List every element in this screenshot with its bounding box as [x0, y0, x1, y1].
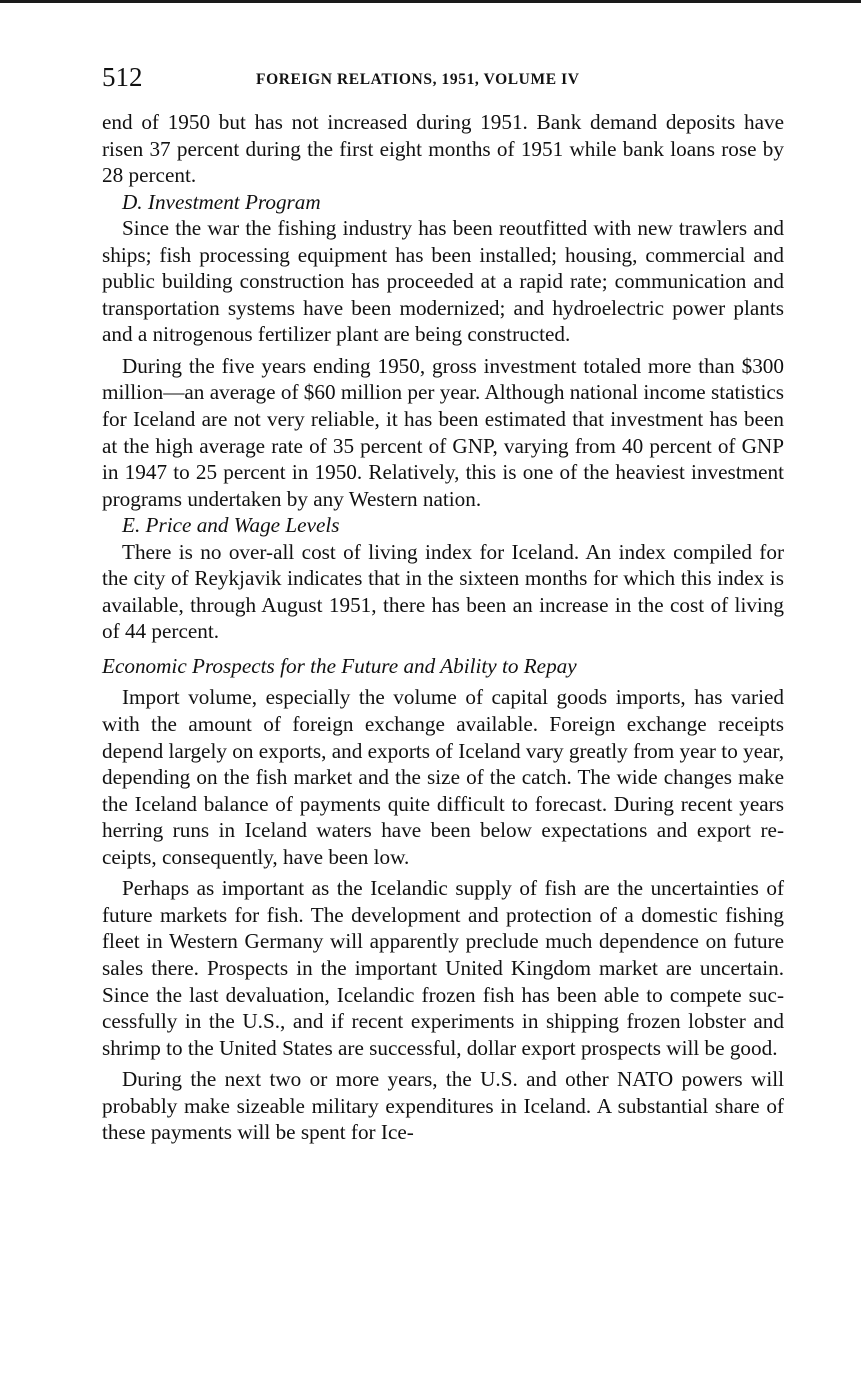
section-heading-economic-prospects: Economic Prospects for the Future and Ability to Repay [102, 653, 577, 678]
paragraph-prospects-3: During the next two or more years, the U.S. and other NATO powers will probably make sizeable military expenditures in Iceland. A substantial share of these payments will be spent for Ice- [102, 1067, 784, 1145]
running-head [102, 60, 784, 94]
running-title: FOREIGN RELATIONS, 1951, VOLUME IV [256, 71, 580, 88]
body-text [102, 109, 784, 1146]
paragraph-prospects-1: Import volume, especially the volume of capital goods imports, has varied with the amount of foreign exchange available. Foreign exchange receipts depend largely on exports, and exports of Iceland vary greatly from year to year, depending on the fish market and the size of the catch. The wide changes make the Iceland balance of payments quite difficult to forecast. During recent years herring runs in Iceland waters have been below expectations and export receipts, consequently, have been low. [102, 685, 784, 869]
page-number: 512 [102, 62, 143, 92]
paragraph-investment-1: Since the war the fishing industry has been reoutfitted with new trawlers and ships; fish processing equipment has been installed; housing, commercial and public building construction has proceeded at a rapid rate; communication and transportation systems have been modernized; and hydroelectric power plants and a nitrogenous fertilizer plant are being constructed. [102, 216, 784, 347]
paragraph-prospects-2: Perhaps as important as the Icelandic supply of fish are the uncertainties of future markets for fish. The development and protection of a domestic fishing fleet in Western Germany will apparently preclude much dependence on future sales there. Prospects in the important United Kingdom market are uncertain. Since the last devaluation, Icelandic frozen fish has been able to compete successfully in the U.S., and if recent experiments in shipping frozen lobster and shrimp to the United States are successful, dollar export prospects will be good. [102, 876, 784, 1060]
continuation-paragraph: end of 1950 but has not increased during 1951. Bank demand deposits have risen 37 percent during the first eight months of 1951 while bank loans rose by 28 percent. [102, 110, 784, 188]
top-border [0, 0, 861, 3]
paragraph-price-levels: There is no over-all cost of living index for Iceland. An index compiled for the city of Reykjavik indicates that in the sixteen months for which this index is available, through August 1951, there has been an increase in the cost of living of 44 percent. [102, 539, 784, 644]
paragraph-investment-2: During the five years ending 1950, gross investment totaled more than $300 million—an average of $60 million per year. Although national income statistics for Iceland are not very reliable, it has been estimated that investment has been at the high average rate of 35 percent of GNP, varying from 40 percent of GNP in 1947 to 25 percent in 1950. Relatively, this is one of the heaviest investment programs undertaken by any Western nation. [102, 353, 784, 511]
section-heading-investment-program: D. Investment Program [122, 189, 321, 214]
section-heading-price-wage-levels: E. Price and Wage Levels [122, 513, 340, 538]
